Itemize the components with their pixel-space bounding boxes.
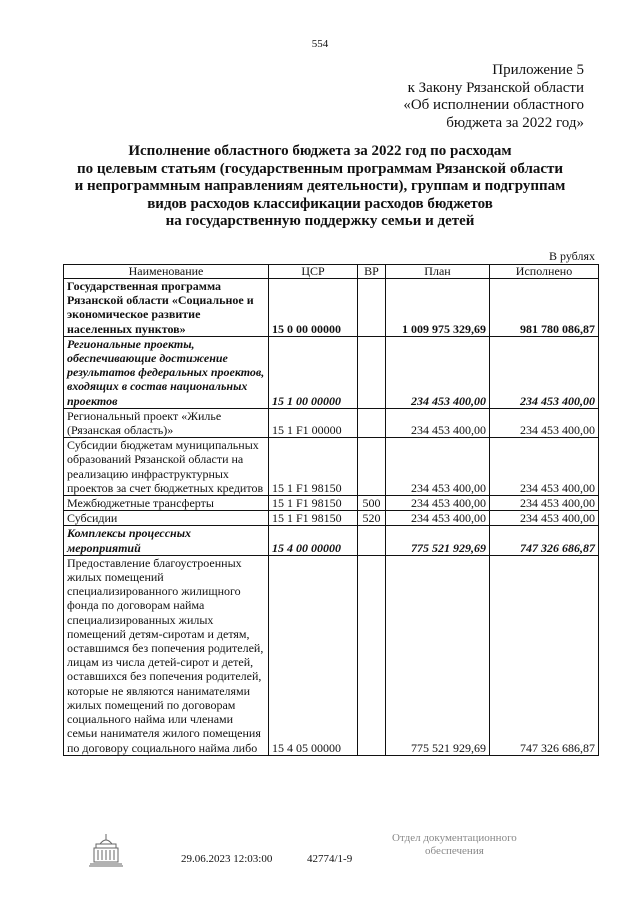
- title-line: на государственную поддержку семьи и детей: [165, 213, 475, 230]
- stamp-line: Отдел документационного: [392, 832, 517, 844]
- cell-plan: 1 009 975 329,69: [386, 279, 490, 337]
- cell-csr: 15 1 F1 98150: [269, 438, 358, 496]
- cell-name: Региональный проект «Жилье (Рязанская область)»: [64, 408, 269, 437]
- cell-vr: 520: [358, 511, 386, 526]
- footer-code: 42774/1-9: [307, 853, 353, 865]
- table-row: [64, 336, 599, 408]
- table-row: [64, 408, 599, 437]
- cell-plan: 234 453 400,00: [386, 408, 490, 437]
- cell-name: Государственная программа Рязанской области «Социальное и экономическое развитие населенных пунктов»: [64, 279, 269, 337]
- header-csr: ЦСР: [269, 265, 358, 279]
- cell-plan: 234 453 400,00: [386, 438, 490, 496]
- cell-name: Субсидии: [64, 511, 269, 526]
- cell-name: Межбюджетные трансферты: [64, 496, 269, 511]
- header-vr: ВР: [358, 265, 386, 279]
- cell-plan: 775 521 929,69: [386, 526, 490, 555]
- header-plan: План: [386, 265, 490, 279]
- title-line: видов расходов классификации расходов бюджетов: [147, 195, 493, 212]
- title-line: Исполнение областного бюджета за 2022 год по расходам: [128, 143, 512, 159]
- cell-name: Региональные проекты, обеспечивающие достижение результатов федеральных проектов, входящих в состав национальных проектов: [64, 336, 269, 408]
- cell-csr: 15 1 00 00000: [269, 336, 358, 408]
- table-row: [64, 279, 599, 337]
- cell-vr: [358, 555, 386, 755]
- table-row: [64, 555, 599, 755]
- cell-done: 747 326 686,87: [490, 555, 599, 755]
- title-line: по целевым статьям (государственным программам Рязанской области: [76, 160, 564, 177]
- department-stamp: [392, 832, 517, 858]
- cell-vr: [358, 408, 386, 437]
- document-title: [60, 143, 580, 231]
- footer-date: 29.06.2023 12:03:00: [181, 853, 273, 865]
- cell-done: 234 453 400,00: [490, 438, 599, 496]
- cell-csr: 15 1 F1 00000: [269, 408, 358, 437]
- cell-name: Предоставление благоустроенных жилых помещений специализированного жилищного фонда по договорам найма специализированных жилых помещений детям-сиротам и детям, оставшимся без попечения родителей, лицам из числа детей-сирот и детей, оставшихся без попечения родителей, которые не являются нанимателями жилых помещений по договорам социального найма или членами семьи нанимателя жилого помещения по договору социального найма либо: [64, 555, 269, 755]
- stamp-line: обеспечения: [425, 845, 484, 857]
- cell-csr: 15 4 05 00000: [269, 555, 358, 755]
- cell-csr: 15 0 00 00000: [269, 279, 358, 337]
- appendix-line: «Об исполнении областного: [403, 97, 584, 113]
- title-line: и непрограммным направлениям деятельности), группам и подгруппам: [74, 178, 566, 195]
- table-row: [64, 496, 599, 511]
- cell-name: Комплексы процессных мероприятий: [64, 526, 269, 555]
- cell-vr: 500: [358, 496, 386, 511]
- cell-plan: 234 453 400,00: [386, 511, 490, 526]
- cell-vr: [358, 438, 386, 496]
- cell-vr: [358, 279, 386, 337]
- cell-csr: 15 1 F1 98150: [269, 511, 358, 526]
- cell-csr: 15 4 00 00000: [269, 526, 358, 555]
- header-done: Исполнено: [490, 265, 599, 279]
- cell-vr: [358, 336, 386, 408]
- page-number: 554: [311, 38, 329, 50]
- cell-csr: 15 1 F1 98150: [269, 496, 358, 511]
- cell-done: 234 453 400,00: [490, 336, 599, 408]
- cell-plan: 234 453 400,00: [386, 336, 490, 408]
- cell-done: 234 453 400,00: [490, 496, 599, 511]
- appendix-header: [403, 62, 584, 132]
- cell-plan: 234 453 400,00: [386, 496, 490, 511]
- appendix-line: бюджета за 2022 год»: [446, 114, 584, 131]
- table-row: [64, 438, 599, 496]
- appendix-line: к Закону Рязанской области: [407, 79, 584, 96]
- header-name: Наименование: [64, 265, 269, 279]
- table-row: [64, 526, 599, 555]
- table-row: [64, 511, 599, 526]
- cell-done: 234 453 400,00: [490, 408, 599, 437]
- cell-done: 981 780 086,87: [490, 279, 599, 337]
- building-stamp-icon: [86, 832, 126, 873]
- cell-name: Субсидии бюджетам муниципальных образований Рязанской области на реализацию инфраструктурных проектов за счет бюджетных кредитов: [64, 438, 269, 496]
- cell-plan: 775 521 929,69: [386, 555, 490, 755]
- budget-table: [63, 264, 599, 756]
- table-header-row: [64, 265, 599, 279]
- units-label: В рублях: [548, 249, 595, 263]
- cell-done: 747 326 686,87: [490, 526, 599, 555]
- appendix-line: Приложение 5: [492, 62, 584, 78]
- cell-done: 234 453 400,00: [490, 511, 599, 526]
- cell-vr: [358, 526, 386, 555]
